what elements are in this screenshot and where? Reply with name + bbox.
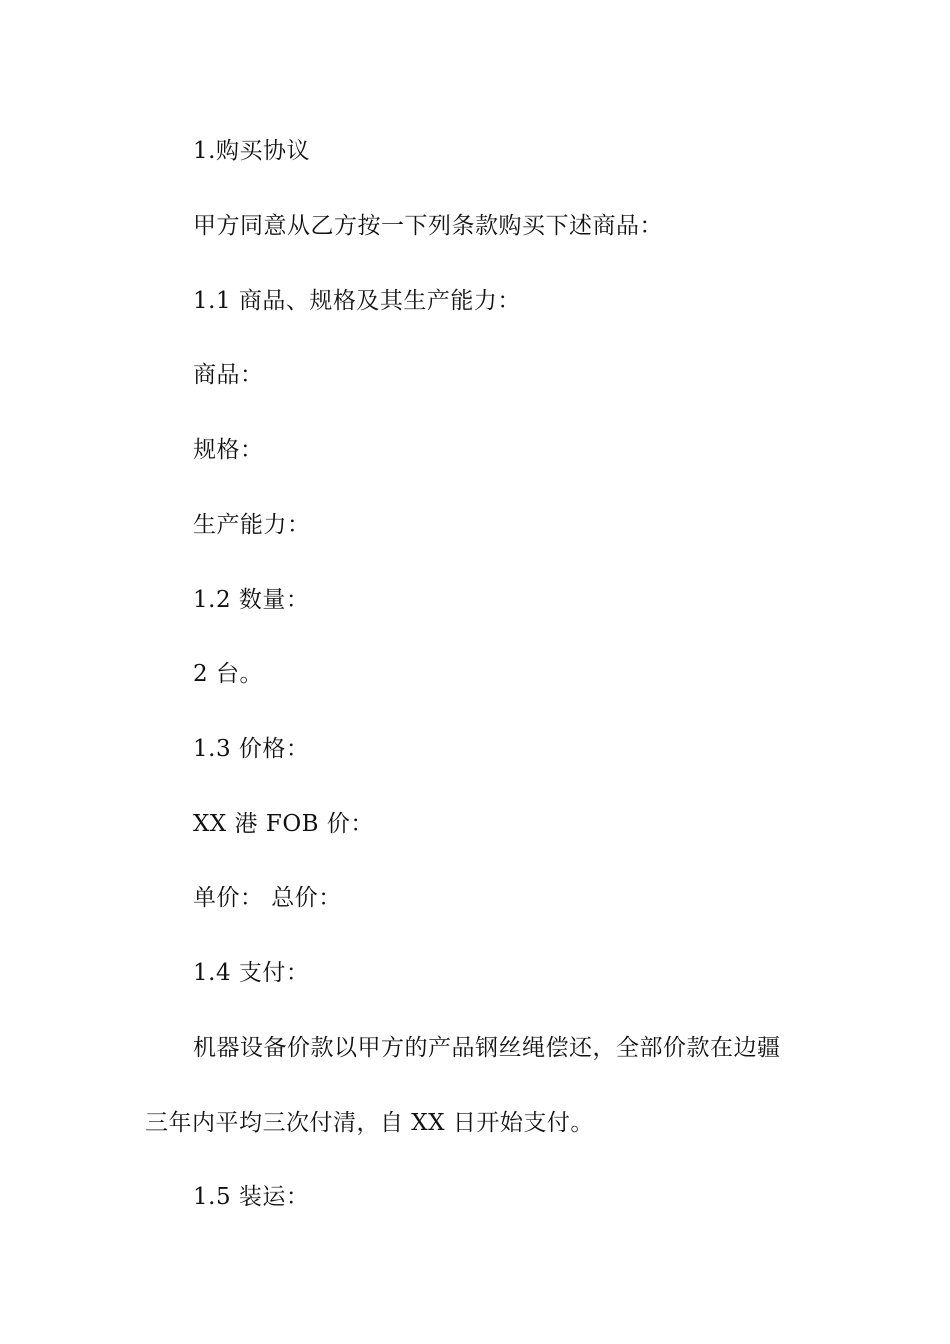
paragraph: 2 台。 [193, 661, 263, 687]
paragraph: 机器设备价款以甲方的产品钢丝绳偿还，全部价款在边疆 [193, 1035, 781, 1061]
clause-heading: 1.1 商品、规格及其生产能力： [193, 288, 521, 314]
field-label: 规格： [193, 437, 264, 463]
clause-heading: 1.4 支付： [193, 960, 310, 986]
field-label: 生产能力： [193, 512, 311, 538]
clause-heading: 1.2 数量： [193, 587, 310, 613]
section-heading: 1.购买协议 [193, 138, 310, 164]
field-label: 单价： 总价： [193, 885, 342, 911]
paragraph: 甲方同意从乙方按一下列条款购买下述商品： [193, 213, 663, 239]
clause-heading: 1.3 价格： [193, 736, 310, 762]
paragraph-continuation: 三年内平均三次付清，自 XX 日开始支付。 [145, 1110, 594, 1136]
clause-heading: 1.5 装运： [193, 1184, 310, 1210]
field-label: XX 港 FOB 价： [193, 811, 374, 837]
field-label: 商品： [193, 362, 264, 388]
